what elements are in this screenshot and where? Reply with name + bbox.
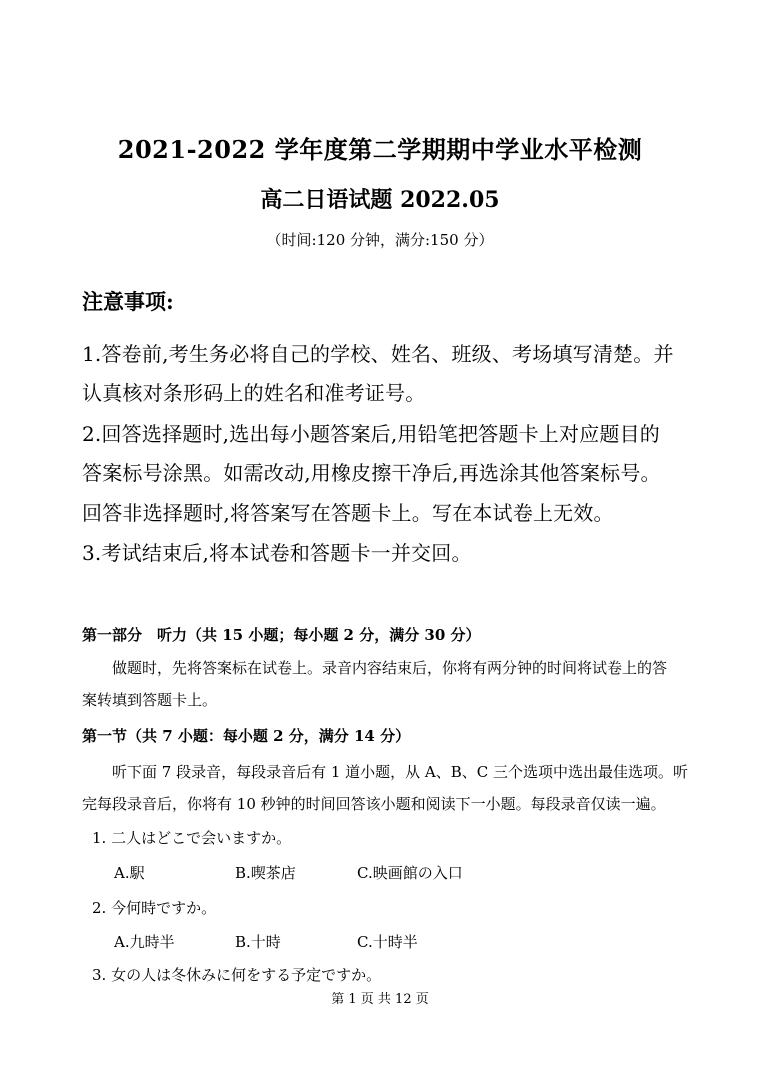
part1-instruction-line: 案转填到答题卡上。 [82, 691, 218, 709]
section1-heading: 第一节（共 7 小题：每小题 2 分，满分 14 分） [82, 727, 411, 745]
exam-title: 2021-2022 学年度第二学期期中学业水平检测 [117, 135, 643, 164]
notice-line: 1.答卷前,考生务必将自己的学校、姓名、班级、考场填写清楚。并 [82, 342, 674, 366]
notice-line: 2.回答选择题时,选出每小题答案后,用铅笔把答题卡上对应题目的 [82, 422, 660, 446]
question-2: 2. 今何時ですか。 [92, 899, 217, 917]
question-1: 1. 二人はどこで会いますか。 [92, 829, 292, 847]
question-2-option-b: B.十時 [235, 933, 281, 951]
question-2-option-a: A.九時半 [114, 933, 175, 951]
page-footer: 第 1 页 共 12 页 [331, 992, 429, 1007]
question-1-option-b: B.喫茶店 [235, 864, 296, 882]
notice-line: 回答非选择题时,将答案写在答题卡上。写在本试卷上无效。 [82, 501, 614, 525]
part1-instruction-line: 做题时，先将答案标在试卷上。录音内容结束后，你将有两分钟的时间将试卷上的答 [82, 659, 668, 677]
exam-subtitle: 高二日语试题 2022.05 [260, 187, 500, 213]
part1-heading: 第一部分 听力（共 15 小题；每小题 2 分，满分 30 分） [82, 626, 481, 644]
notice-heading: 注意事项: [82, 289, 174, 314]
notice-line: 认真核对条形码上的姓名和准考证号。 [82, 381, 426, 405]
section1-instruction-line: 听下面 7 段录音，每段录音后有 1 道小题，从 A、B、C 三个选项中选出最佳选项。听 [82, 763, 689, 781]
section1-instruction-line: 完每段录音后，你将有 10 秒钟的时间回答该小题和阅读下一小题。每段录音仅读一遍。 [82, 795, 666, 813]
question-1-option-a: A.駅 [114, 864, 145, 882]
notice-line: 答案标号涂黑。如需改动,用橡皮擦干净后,再选涂其他答案标号。 [82, 461, 661, 485]
exam-time-info: （时间:120 分钟，满分:150 分） [266, 231, 494, 249]
question-3: 3. 女の人は冬休みに何をする予定ですか。 [92, 966, 382, 984]
question-2-option-c: C.十時半 [357, 933, 418, 951]
notice-line: 3.考试结束后,将本试卷和答题卡一并交回。 [82, 541, 472, 565]
question-1-option-c: C.映画館の入口 [357, 864, 463, 882]
